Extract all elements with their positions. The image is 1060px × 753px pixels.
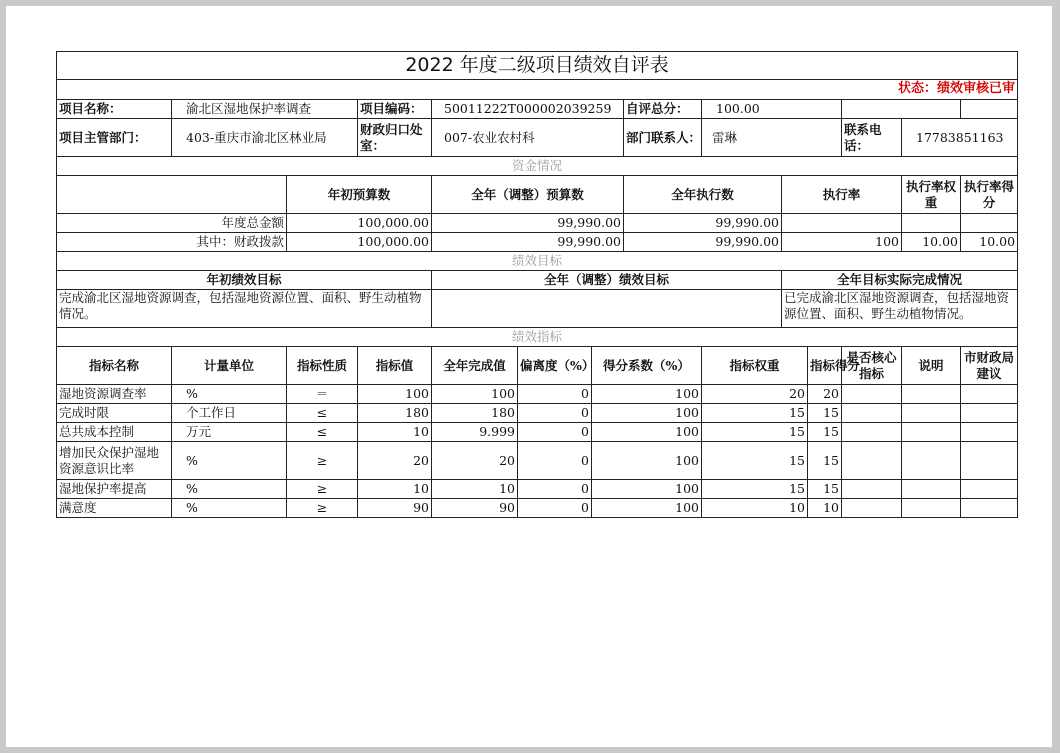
indicator-coefficient: 100 bbox=[592, 404, 702, 423]
self-score-value: 100.00 bbox=[702, 100, 842, 119]
info-row bbox=[57, 100, 1018, 119]
indicator-advice bbox=[961, 423, 1018, 442]
col-is-core: 是否核心指标 bbox=[842, 347, 902, 385]
indicator-deviation: 0 bbox=[518, 480, 592, 499]
finance-office-value: 007-农业农村科 bbox=[432, 119, 624, 157]
document-page bbox=[6, 6, 1052, 747]
evaluation-table bbox=[56, 51, 1018, 518]
funds-row bbox=[57, 214, 1018, 233]
self-score-label: 自评总分： bbox=[624, 100, 702, 119]
finance-office-label: 财政归口处室： bbox=[358, 119, 432, 157]
indicator-note bbox=[902, 480, 961, 499]
col-score: 指标得分 bbox=[808, 347, 842, 385]
col-executed: 全年执行数 bbox=[624, 176, 782, 214]
indicator-advice bbox=[961, 385, 1018, 404]
indicator-advice bbox=[961, 480, 1018, 499]
contact-value: 雷琳 bbox=[702, 119, 842, 157]
indicator-is-core bbox=[842, 404, 902, 423]
project-name-value: 渝北区湿地保护率调查 bbox=[172, 100, 358, 119]
indicator-row bbox=[57, 480, 1018, 499]
actual-completion-text: 已完成渝北区湿地资源调查，包括湿地资源位置、面积、野生动植物情况。 bbox=[782, 290, 1018, 328]
col-indicator-name: 指标名称 bbox=[57, 347, 172, 385]
indicator-name: 完成时限 bbox=[57, 404, 172, 423]
col-advice: 市财政局建议 bbox=[961, 347, 1018, 385]
funds-header-row bbox=[57, 176, 1018, 214]
indicator-weight: 15 bbox=[702, 442, 808, 480]
col-deviation: 偏离度（%） bbox=[518, 347, 592, 385]
indicator-score: 15 bbox=[808, 480, 842, 499]
indicators-section-title: 绩效指标 bbox=[57, 328, 1018, 347]
funds-weight: 10.00 bbox=[902, 233, 961, 252]
funds-section-title: 资金情况 bbox=[57, 157, 1018, 176]
indicator-unit: % bbox=[172, 442, 287, 480]
funds-row-label: 其中：财政拨款 bbox=[57, 233, 287, 252]
indicator-target: 20 bbox=[358, 442, 432, 480]
col-exec-rate: 执行率 bbox=[782, 176, 902, 214]
indicator-weight: 20 bbox=[702, 385, 808, 404]
initial-goal-text: 完成渝北区湿地资源调查，包括湿地资源位置、面积、野生动植物情况。 bbox=[57, 290, 432, 328]
indicator-is-core bbox=[842, 423, 902, 442]
phone-value: 17783851163 bbox=[902, 119, 1018, 157]
contact-label: 部门联系人： bbox=[624, 119, 702, 157]
indicators-header-row bbox=[57, 347, 1018, 385]
indicator-score: 15 bbox=[808, 442, 842, 480]
indicator-row bbox=[57, 404, 1018, 423]
indicator-actual: 100 bbox=[432, 385, 518, 404]
info-row bbox=[57, 119, 1018, 157]
col-target: 指标值 bbox=[358, 347, 432, 385]
funds-initial: 100,000.00 bbox=[287, 214, 432, 233]
indicator-unit: 万元 bbox=[172, 423, 287, 442]
indicator-actual: 9.999 bbox=[432, 423, 518, 442]
indicator-target: 90 bbox=[358, 499, 432, 518]
project-name-label: 项目名称： bbox=[57, 100, 172, 119]
funds-score: 10.00 bbox=[961, 233, 1018, 252]
indicator-advice bbox=[961, 442, 1018, 480]
indicator-nature: ＝ bbox=[287, 385, 358, 404]
col-initial-goal: 年初绩效目标 bbox=[57, 271, 432, 290]
empty-cell bbox=[842, 100, 961, 119]
funds-executed: 99,990.00 bbox=[624, 214, 782, 233]
indicator-actual: 20 bbox=[432, 442, 518, 480]
funds-adjusted: 99,990.00 bbox=[432, 214, 624, 233]
col-unit: 计量单位 bbox=[172, 347, 287, 385]
indicator-weight: 15 bbox=[702, 423, 808, 442]
goals-row bbox=[57, 290, 1018, 328]
indicator-actual: 90 bbox=[432, 499, 518, 518]
indicator-actual: 180 bbox=[432, 404, 518, 423]
indicator-nature: ≤ bbox=[287, 423, 358, 442]
goals-section-title: 绩效目标 bbox=[57, 252, 1018, 271]
indicator-is-core bbox=[842, 480, 902, 499]
dept-value: 403-重庆市渝北区林业局 bbox=[172, 119, 358, 157]
indicator-note bbox=[902, 423, 961, 442]
indicator-target: 180 bbox=[358, 404, 432, 423]
indicator-score: 15 bbox=[808, 404, 842, 423]
indicator-weight: 15 bbox=[702, 480, 808, 499]
indicator-deviation: 0 bbox=[518, 423, 592, 442]
col-adjusted-budget: 全年（调整）预算数 bbox=[432, 176, 624, 214]
indicator-target: 10 bbox=[358, 423, 432, 442]
indicator-nature: ≥ bbox=[287, 499, 358, 518]
indicator-coefficient: 100 bbox=[592, 385, 702, 404]
indicator-advice bbox=[961, 499, 1018, 518]
indicator-name: 满意度 bbox=[57, 499, 172, 518]
indicator-note bbox=[902, 404, 961, 423]
indicator-score: 20 bbox=[808, 385, 842, 404]
indicator-is-core bbox=[842, 442, 902, 480]
project-code-label: 项目编码： bbox=[358, 100, 432, 119]
indicator-row bbox=[57, 499, 1018, 518]
empty-cell bbox=[57, 176, 287, 214]
funds-row-label: 年度总金额 bbox=[57, 214, 287, 233]
col-exec-weight: 执行率权重 bbox=[902, 176, 961, 214]
indicator-is-core bbox=[842, 499, 902, 518]
indicator-note bbox=[902, 499, 961, 518]
indicator-is-core bbox=[842, 385, 902, 404]
indicator-target: 10 bbox=[358, 480, 432, 499]
project-code-value: 50011222T000002039259 bbox=[432, 100, 624, 119]
col-adjusted-goal: 全年（调整）绩效目标 bbox=[432, 271, 782, 290]
indicator-unit: % bbox=[172, 480, 287, 499]
goals-header-row bbox=[57, 271, 1018, 290]
indicator-row bbox=[57, 442, 1018, 480]
indicator-weight: 15 bbox=[702, 404, 808, 423]
funds-initial: 100,000.00 bbox=[287, 233, 432, 252]
indicator-score: 15 bbox=[808, 423, 842, 442]
funds-row bbox=[57, 233, 1018, 252]
col-nature: 指标性质 bbox=[287, 347, 358, 385]
col-initial-budget: 年初预算数 bbox=[287, 176, 432, 214]
status-text: 状态：绩效审核已审 bbox=[57, 80, 1018, 100]
funds-rate bbox=[782, 214, 902, 233]
indicator-deviation: 0 bbox=[518, 499, 592, 518]
indicator-name: 增加民众保护湿地资源意识比率 bbox=[57, 442, 172, 480]
indicator-score: 10 bbox=[808, 499, 842, 518]
indicator-deviation: 0 bbox=[518, 404, 592, 423]
indicator-coefficient: 100 bbox=[592, 499, 702, 518]
indicator-name: 总共成本控制 bbox=[57, 423, 172, 442]
indicator-name: 湿地资源调查率 bbox=[57, 385, 172, 404]
indicator-weight: 10 bbox=[702, 499, 808, 518]
indicator-advice bbox=[961, 404, 1018, 423]
funds-adjusted: 99,990.00 bbox=[432, 233, 624, 252]
indicator-nature: ≥ bbox=[287, 442, 358, 480]
indicator-target: 100 bbox=[358, 385, 432, 404]
indicator-unit: 个工作日 bbox=[172, 404, 287, 423]
funds-rate: 100 bbox=[782, 233, 902, 252]
col-note: 说明 bbox=[902, 347, 961, 385]
indicator-actual: 10 bbox=[432, 480, 518, 499]
indicator-coefficient: 100 bbox=[592, 480, 702, 499]
funds-executed: 99,990.00 bbox=[624, 233, 782, 252]
col-exec-score: 执行率得分 bbox=[961, 176, 1018, 214]
col-coefficient: 得分系数（%） bbox=[592, 347, 702, 385]
page-title: 2022 年度二级项目绩效自评表 bbox=[57, 52, 1018, 80]
indicator-name: 湿地保护率提高 bbox=[57, 480, 172, 499]
indicator-deviation: 0 bbox=[518, 442, 592, 480]
phone-label: 联系电话： bbox=[842, 119, 902, 157]
indicator-nature: ≥ bbox=[287, 480, 358, 499]
indicator-nature: ≤ bbox=[287, 404, 358, 423]
indicator-coefficient: 100 bbox=[592, 442, 702, 480]
indicator-note bbox=[902, 442, 961, 480]
col-weight: 指标权重 bbox=[702, 347, 808, 385]
indicator-deviation: 0 bbox=[518, 385, 592, 404]
indicator-row bbox=[57, 385, 1018, 404]
adjusted-goal-text bbox=[432, 290, 782, 328]
indicator-unit: % bbox=[172, 385, 287, 404]
indicator-unit: % bbox=[172, 499, 287, 518]
funds-weight bbox=[902, 214, 961, 233]
funds-score bbox=[961, 214, 1018, 233]
indicator-note bbox=[902, 385, 961, 404]
indicator-row bbox=[57, 423, 1018, 442]
dept-label: 项目主管部门： bbox=[57, 119, 172, 157]
indicator-coefficient: 100 bbox=[592, 423, 702, 442]
empty-cell bbox=[961, 100, 1018, 119]
col-actual: 全年完成值 bbox=[432, 347, 518, 385]
col-actual-completion: 全年目标实际完成情况 bbox=[782, 271, 1018, 290]
